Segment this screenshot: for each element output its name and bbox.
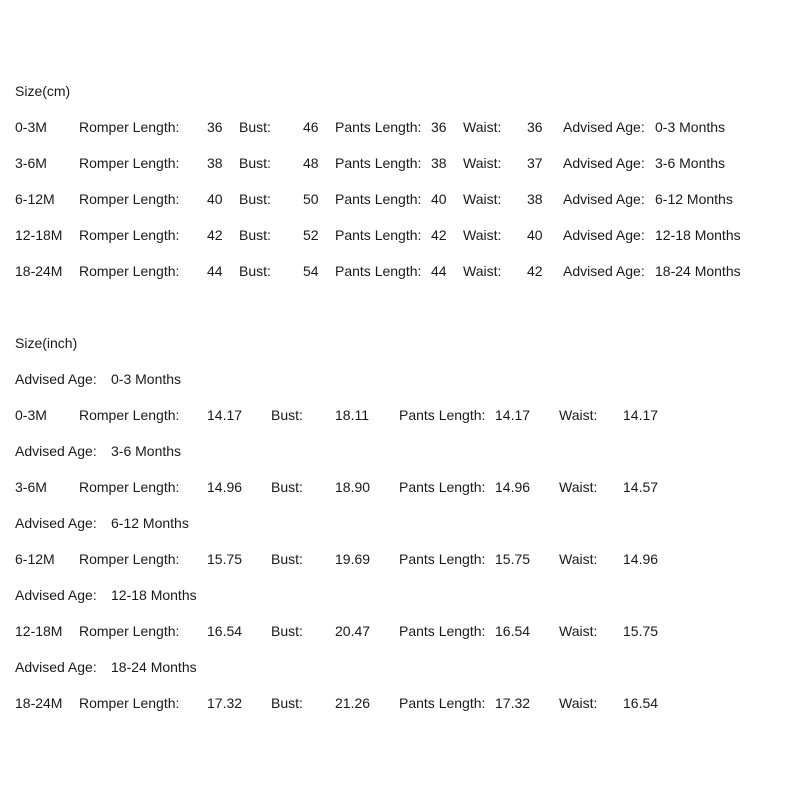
inch-pants-value: 16.54 <box>495 623 531 639</box>
cm-bust-value: 50 <box>303 191 319 207</box>
inch-pants-label: Pants Length: <box>399 623 486 639</box>
cm-waist-label: Waist: <box>463 227 502 243</box>
inch-age-value: 3-6 Months <box>111 443 182 459</box>
cm-age-value: 6-12 Months <box>655 191 733 207</box>
inch-waist-value: 14.96 <box>623 551 659 567</box>
inch-waist-label: Waist: <box>559 479 598 495</box>
inch-waist-label: Waist: <box>559 695 598 711</box>
inch-pants-label: Pants Length: <box>399 551 486 567</box>
inch-romper-label: Romper Length: <box>79 623 180 639</box>
inch-waist-value: 16.54 <box>623 695 659 711</box>
cm-romper-value: 44 <box>207 263 223 279</box>
inch-waist-label: Waist: <box>559 407 598 423</box>
cm-pants-label: Pants Length: <box>335 191 422 207</box>
cm-size: 6-12M <box>15 191 55 207</box>
inch-bust-value: 18.11 <box>335 407 369 423</box>
cm-pants-label: Pants Length: <box>335 119 422 135</box>
cm-age-value: 18-24 Months <box>655 263 741 279</box>
inch-waist-label: Waist: <box>559 623 598 639</box>
cm-pants-label: Pants Length: <box>335 155 422 171</box>
inch-size: 18-24M <box>15 695 63 711</box>
inch-romper-value: 14.96 <box>207 479 243 495</box>
inch-age-value: 0-3 Months <box>111 371 182 387</box>
cm-bust-value: 48 <box>303 155 319 171</box>
cm-bust-label: Bust: <box>239 227 271 243</box>
cm-pants-label: Pants Length: <box>335 227 422 243</box>
inch-bust-label: Bust: <box>271 623 303 639</box>
inch-bust-label: Bust: <box>271 407 303 423</box>
cm-romper-label: Romper Length: <box>79 191 180 207</box>
cm-age-label: Advised Age: <box>563 227 645 243</box>
inch-pants-label: Pants Length: <box>399 407 486 423</box>
cm-waist-value: 36 <box>527 119 543 135</box>
inch-age-value: 18-24 Months <box>111 659 197 675</box>
cm-size: 0-3M <box>15 119 47 135</box>
cm-romper-value: 42 <box>207 227 223 243</box>
cm-bust-label: Bust: <box>239 263 271 279</box>
cm-waist-value: 42 <box>527 263 543 279</box>
cm-size: 18-24M <box>15 263 63 279</box>
inch-waist-label: Waist: <box>559 551 598 567</box>
cm-romper-label: Romper Length: <box>79 155 180 171</box>
inch-age-label: Advised Age: <box>15 443 97 459</box>
inch-pants-value: 14.96 <box>495 479 531 495</box>
cm-romper-value: 36 <box>207 119 223 135</box>
cm-romper-value: 40 <box>207 191 223 207</box>
inch-romper-label: Romper Length: <box>79 407 180 423</box>
inch-size: 12-18M <box>15 623 63 639</box>
inch-pants-value: 15.75 <box>495 551 531 567</box>
cm-pants-value: 44 <box>431 263 447 279</box>
cm-bust-value: 46 <box>303 119 319 135</box>
cm-size: 12-18M <box>15 227 63 243</box>
cm-pants-value: 40 <box>431 191 447 207</box>
cm-romper-label: Romper Length: <box>79 227 180 243</box>
inch-pants-label: Pants Length: <box>399 695 486 711</box>
cm-age-value: 3-6 Months <box>655 155 726 171</box>
inch-waist-value: 14.17 <box>623 407 659 423</box>
cm-bust-value: 52 <box>303 227 319 243</box>
inch-romper-label: Romper Length: <box>79 479 180 495</box>
cm-bust-label: Bust: <box>239 119 271 135</box>
inch-size: 0-3M <box>15 407 47 423</box>
cm-age-label: Advised Age: <box>563 155 645 171</box>
inch-romper-value: 17.32 <box>207 695 243 711</box>
inch-pants-value: 14.17 <box>495 407 531 423</box>
inch-size: 3-6M <box>15 479 47 495</box>
cm-pants-value: 36 <box>431 119 447 135</box>
inch-bust-value: 21.26 <box>335 695 371 711</box>
cm-age-label: Advised Age: <box>563 119 645 135</box>
cm-romper-label: Romper Length: <box>79 263 180 279</box>
inch-romper-label: Romper Length: <box>79 551 180 567</box>
inch-age-value: 12-18 Months <box>111 587 197 603</box>
inch-pants-value: 17.32 <box>495 695 531 711</box>
inch-age-label: Advised Age: <box>15 587 97 603</box>
inch-bust-label: Bust: <box>271 695 303 711</box>
inch-romper-label: Romper Length: <box>79 695 180 711</box>
inch-bust-value: 19.69 <box>335 551 371 567</box>
cm-waist-label: Waist: <box>463 263 502 279</box>
cm-size: 3-6M <box>15 155 47 171</box>
inch-romper-value: 15.75 <box>207 551 243 567</box>
cm-age-label: Advised Age: <box>563 191 645 207</box>
inch-size: 6-12M <box>15 551 55 567</box>
inch-pants-label: Pants Length: <box>399 479 486 495</box>
inch-bust-label: Bust: <box>271 479 303 495</box>
inch-bust-label: Bust: <box>271 551 303 567</box>
inch-bust-value: 18.90 <box>335 479 371 495</box>
inch-age-label: Advised Age: <box>15 371 97 387</box>
inch-section-title: Size(inch) <box>15 335 78 351</box>
inch-bust-value: 20.47 <box>335 623 371 639</box>
cm-waist-value: 40 <box>527 227 543 243</box>
inch-romper-value: 16.54 <box>207 623 243 639</box>
inch-age-value: 6-12 Months <box>111 515 189 531</box>
cm-pants-value: 38 <box>431 155 447 171</box>
inch-waist-value: 15.75 <box>623 623 659 639</box>
cm-waist-label: Waist: <box>463 155 502 171</box>
inch-romper-value: 14.17 <box>207 407 243 423</box>
cm-pants-value: 42 <box>431 227 447 243</box>
cm-bust-value: 54 <box>303 263 319 279</box>
cm-romper-label: Romper Length: <box>79 119 180 135</box>
cm-waist-value: 37 <box>527 155 543 171</box>
cm-pants-label: Pants Length: <box>335 263 422 279</box>
cm-age-value: 12-18 Months <box>655 227 741 243</box>
cm-age-value: 0-3 Months <box>655 119 726 135</box>
cm-waist-value: 38 <box>527 191 543 207</box>
cm-bust-label: Bust: <box>239 155 271 171</box>
inch-age-label: Advised Age: <box>15 515 97 531</box>
cm-waist-label: Waist: <box>463 119 502 135</box>
cm-section-title: Size(cm) <box>15 83 71 99</box>
cm-age-label: Advised Age: <box>563 263 645 279</box>
inch-age-label: Advised Age: <box>15 659 97 675</box>
inch-waist-value: 14.57 <box>623 479 659 495</box>
cm-waist-label: Waist: <box>463 191 502 207</box>
cm-bust-label: Bust: <box>239 191 271 207</box>
cm-romper-value: 38 <box>207 155 223 171</box>
